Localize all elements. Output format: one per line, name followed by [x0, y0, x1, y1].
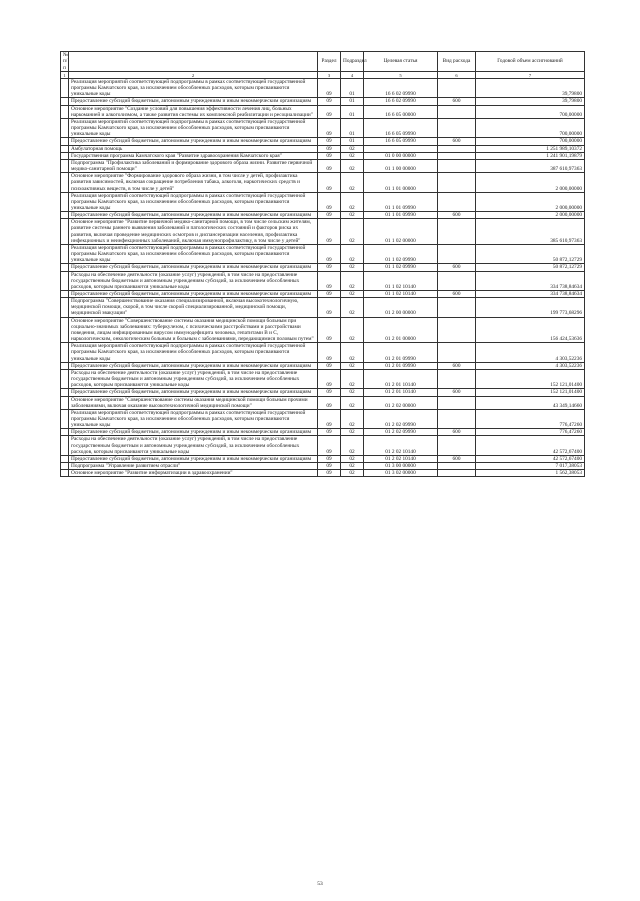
table-row [61, 219, 585, 245]
row-number-cell [61, 396, 69, 409]
row-target-article-cell: 01 2 02 00000 [364, 396, 438, 409]
table-row [61, 105, 585, 118]
row-section-cell: 09 [318, 436, 341, 455]
row-amount-cell: 39,79800 [476, 98, 585, 105]
row-number-cell [61, 298, 69, 317]
row-section-cell: 09 [318, 470, 341, 477]
row-section-cell: 09 [318, 159, 341, 172]
column-number: 7 [476, 72, 585, 79]
row-amount-cell: 700,00000 [476, 105, 585, 118]
row-target-article-cell: 16 6 05 09990 [364, 138, 438, 145]
row-number-cell [61, 463, 69, 470]
row-section-cell: 09 [318, 298, 341, 317]
row-target-article-cell: 01 0 00 00000 [364, 152, 438, 159]
row-number-cell [61, 271, 69, 290]
row-number-cell [61, 409, 69, 428]
row-amount-cell: 2 000,00000 [476, 173, 585, 192]
row-subsection-cell: 01 [341, 79, 364, 98]
row-subsection-cell: 02 [341, 343, 364, 362]
table-row [61, 409, 585, 428]
row-expense-type-cell [438, 343, 476, 362]
row-number-cell [61, 389, 69, 396]
row-section-cell: 09 [318, 409, 341, 428]
row-subsection-cell: 01 [341, 98, 364, 105]
row-name-cell: Предоставление субсидий бюджетным, автономным учреждениям и иным некоммерческим организациям [69, 291, 318, 298]
row-target-article-cell: 16 6 02 09990 [364, 98, 438, 105]
row-expense-type-cell: 600 [438, 362, 476, 369]
row-number-cell [61, 212, 69, 219]
row-amount-cell: 4 303,52236 [476, 343, 585, 362]
row-subsection-cell: 02 [341, 212, 364, 219]
row-amount-cell: 700,00000 [476, 138, 585, 145]
row-number-cell [61, 105, 69, 118]
row-subsection-cell: 02 [341, 192, 364, 211]
row-section-cell: 09 [318, 291, 341, 298]
row-expense-type-cell [438, 145, 476, 152]
table-row [61, 192, 585, 211]
row-name-cell: Предоставление субсидий бюджетным, автономным учреждениям и иным некоммерческим организациям [69, 212, 318, 219]
row-target-article-cell: 01 2 01 09990 [364, 362, 438, 369]
row-expense-type-cell [438, 369, 476, 388]
table-row [61, 79, 585, 98]
row-name-cell: Предоставление субсидий бюджетным, автономным учреждениям и иным некоммерческим организациям [69, 362, 318, 369]
row-number-cell [61, 369, 69, 388]
row-subsection-cell: 02 [341, 271, 364, 290]
row-section-cell: 09 [318, 343, 341, 362]
row-subsection-cell: 01 [341, 138, 364, 145]
row-section-cell: 09 [318, 244, 341, 263]
row-name-cell: Подпрограмма "Профилактика заболеваний и формирование здорового образа жизни. Развитие первичной медико-санитарной помощи" [69, 159, 318, 172]
row-target-article-cell: 01 2 01 10140 [364, 389, 438, 396]
table-row [61, 159, 585, 172]
column-number: 5 [364, 72, 438, 79]
row-amount-cell: 1 241 901,19879 [476, 152, 585, 159]
row-target-article-cell: 01 1 02 00000 [364, 219, 438, 245]
table-row [61, 98, 585, 105]
column-number: 3 [318, 72, 341, 79]
header-expense-type: Вид расхода [438, 52, 476, 72]
row-subsection-cell: 01 [341, 118, 364, 137]
row-section-cell: 09 [318, 105, 341, 118]
table-row [61, 173, 585, 192]
table-row [61, 244, 585, 263]
table-row [61, 145, 585, 152]
row-expense-type-cell [438, 463, 476, 470]
row-subsection-cell: 02 [341, 145, 364, 152]
row-target-article-cell: 01 2 02 10140 [364, 436, 438, 455]
row-name-cell: Расходы на обеспечение деятельности (оказание услуг) учреждений, в том числе на предоставление государственным бюджетным и автономным учреждениям субсидий, за исключением обособленных расходов, которым присваиваются уникальные коды [69, 271, 318, 290]
row-target-article-cell: 01 3 02 00000 [364, 470, 438, 477]
row-subsection-cell: 02 [341, 264, 364, 271]
row-name-cell: Расходы на обеспечение деятельности (оказание услуг) учреждений, в том числе на предоставление государственным бюджетным и автономным учреждениям субсидий, за исключением обособленных расходов, которым присваиваются уникальные коды [69, 436, 318, 455]
row-amount-cell: 700,00000 [476, 118, 585, 137]
row-section-cell: 09 [318, 138, 341, 145]
row-expense-type-cell: 600 [438, 138, 476, 145]
row-expense-type-cell: 600 [438, 455, 476, 462]
row-number-cell [61, 219, 69, 245]
row-subsection-cell: 02 [341, 409, 364, 428]
row-name-cell: Основное мероприятие "Формирование здорового образа жизни, в том числе у детей, профилактика развития зависимостей, включая сокращение потребления табака, алкоголя, наркотических средств и психоактивных веществ, в том числе у детей" [69, 173, 318, 192]
row-section-cell: 09 [318, 79, 341, 98]
row-number-cell [61, 343, 69, 362]
row-section-cell: 09 [318, 455, 341, 462]
table-row [61, 138, 585, 145]
row-amount-cell: 385 610,97363 [476, 219, 585, 245]
row-expense-type-cell [438, 79, 476, 98]
row-subsection-cell: 02 [341, 362, 364, 369]
row-section-cell: 09 [318, 219, 341, 245]
table-row [61, 271, 585, 290]
row-name-cell: Предоставление субсидий бюджетным, автономным учреждениям и иным некоммерческим организациям [69, 98, 318, 105]
row-expense-type-cell [438, 173, 476, 192]
row-amount-cell: 334 738,84634 [476, 291, 585, 298]
row-target-article-cell: 01 2 01 09990 [364, 343, 438, 362]
row-subsection-cell: 02 [341, 389, 364, 396]
row-name-cell: Подпрограмма "Управление развитием отрасли" [69, 463, 318, 470]
row-section-cell: 09 [318, 369, 341, 388]
page-number: 53 [317, 881, 323, 887]
row-target-article-cell: 16 6 05 09990 [364, 118, 438, 137]
row-subsection-cell: 02 [341, 173, 364, 192]
row-section-cell: 09 [318, 152, 341, 159]
row-expense-type-cell [438, 192, 476, 211]
table-row [61, 389, 585, 396]
row-amount-cell: 199 773,68296 [476, 298, 585, 317]
row-amount-cell: 1 562,38053 [476, 470, 585, 477]
table-row [61, 470, 585, 477]
row-amount-cell: 50 872,12729 [476, 244, 585, 263]
table-header-row [61, 52, 585, 72]
row-section-cell: 09 [318, 264, 341, 271]
row-name-cell: Предоставление субсидий бюджетным, автономным учреждениям и иным некоммерческим организациям [69, 429, 318, 436]
row-number-cell [61, 173, 69, 192]
row-name-cell: Основное мероприятие "Развитие первичной медико-санитарной помощи, в том числе сельским жителям, развитие системы раннего выявления заболеваний и патологических состояний и факторов риска их развития, включая проведение медицинских осмотров и диспансеризации населения, профилактика инфекционных и неинфекционных заболеваний, включая иммунопрофилактику, в том числе у детей" [69, 219, 318, 245]
row-name-cell: Реализация мероприятий соответствующей подпрограммы в рамках соответствующей государственной программы Камчатского края, за исключением обособленных расходов, которым присваиваются уникальные коды [69, 343, 318, 362]
row-name-cell: Расходы на обеспечение деятельности (оказание услуг) учреждений, в том числе на предоставление государственным бюджетным и автономным учреждениям субсидий, за исключением обособленных расходов, которым присваиваются уникальные коды [69, 369, 318, 388]
row-subsection-cell: 02 [341, 317, 364, 343]
row-number-cell [61, 436, 69, 455]
row-name-cell: Основное мероприятие "Совершенствование системы оказания медицинской помощи больным прочими заболеваниями, включая оказание высокотехнологичной медицинской помощи" [69, 396, 318, 409]
row-expense-type-cell [438, 152, 476, 159]
row-section-cell: 09 [318, 98, 341, 105]
header-target-article: Целевая статья [364, 52, 438, 72]
row-target-article-cell: 01 1 01 00000 [364, 173, 438, 192]
row-subsection-cell: 02 [341, 298, 364, 317]
row-subsection-cell: 02 [341, 244, 364, 263]
row-section-cell: 09 [318, 463, 341, 470]
table-row [61, 264, 585, 271]
row-amount-cell: 1 251 989,10372 [476, 145, 585, 152]
table-row [61, 362, 585, 369]
row-section-cell: 09 [318, 271, 341, 290]
table-row [61, 291, 585, 298]
column-number: 4 [341, 72, 364, 79]
row-expense-type-cell [438, 118, 476, 137]
row-number-cell [61, 244, 69, 263]
header-name [69, 52, 318, 72]
budget-table [60, 51, 585, 477]
row-expense-type-cell [438, 298, 476, 317]
row-name-cell: Предоставление субсидий бюджетным, автономным учреждениям и иным некоммерческим организациям [69, 455, 318, 462]
table-row [61, 152, 585, 159]
row-target-article-cell: 01 1 01 09990 [364, 192, 438, 211]
row-amount-cell: 776,47260 [476, 429, 585, 436]
row-name-cell: Реализация мероприятий соответствующей подпрограммы в рамках соответствующей государственной программы Камчатского края, за исключением обособленных расходов, которым присваиваются уникальные коды [69, 409, 318, 428]
row-target-article-cell: 01 1 02 09990 [364, 244, 438, 263]
row-name-cell: Предоставление субсидий бюджетным, автономным учреждениям и иным некоммерческим организациям [69, 389, 318, 396]
row-subsection-cell: 02 [341, 470, 364, 477]
row-name-cell: Государственная программа Камчатского края "Развитие здравоохранения Камчатского края" [69, 152, 318, 159]
row-amount-cell: 156 424,53636 [476, 317, 585, 343]
row-amount-cell: 152 121,01400 [476, 369, 585, 388]
row-section-cell: 09 [318, 192, 341, 211]
row-expense-type-cell [438, 219, 476, 245]
row-name-cell: Предоставление субсидий бюджетным, автономным учреждениям и иным некоммерческим организациям [69, 264, 318, 271]
row-subsection-cell: 01 [341, 105, 364, 118]
row-subsection-cell: 02 [341, 455, 364, 462]
row-expense-type-cell [438, 105, 476, 118]
row-number-cell [61, 429, 69, 436]
row-expense-type-cell [438, 436, 476, 455]
row-amount-cell: 42 572,67400 [476, 436, 585, 455]
table-row [61, 317, 585, 343]
row-target-article-cell: 01 2 01 00000 [364, 317, 438, 343]
row-target-article-cell: 01 2 02 09990 [364, 409, 438, 428]
row-expense-type-cell [438, 317, 476, 343]
row-subsection-cell: 02 [341, 159, 364, 172]
row-target-article-cell: 01 2 01 10140 [364, 369, 438, 388]
table-row [61, 369, 585, 388]
row-section-cell: 09 [318, 429, 341, 436]
row-expense-type-cell: 600 [438, 212, 476, 219]
row-section-cell: 09 [318, 396, 341, 409]
table-row [61, 118, 585, 137]
row-expense-type-cell: 600 [438, 291, 476, 298]
row-target-article-cell: 01 2 02 10140 [364, 455, 438, 462]
row-expense-type-cell: 600 [438, 264, 476, 271]
row-target-article-cell: 01 1 02 09990 [364, 264, 438, 271]
row-number-cell [61, 264, 69, 271]
row-target-article-cell: 16 6 05 00000 [364, 105, 438, 118]
row-subsection-cell: 02 [341, 369, 364, 388]
row-expense-type-cell: 600 [438, 389, 476, 396]
header-subsection: Подраздел [341, 52, 364, 72]
row-amount-cell: 152 121,01400 [476, 389, 585, 396]
row-expense-type-cell [438, 159, 476, 172]
row-amount-cell: 42 572,67400 [476, 455, 585, 462]
row-target-article-cell: 01 3 00 00000 [364, 463, 438, 470]
row-expense-type-cell: 600 [438, 429, 476, 436]
row-number-cell [61, 138, 69, 145]
row-target-article-cell [364, 145, 438, 152]
row-expense-type-cell: 600 [438, 98, 476, 105]
row-amount-cell: 4 303,52236 [476, 362, 585, 369]
table-row [61, 343, 585, 362]
row-section-cell: 09 [318, 173, 341, 192]
table-row [61, 436, 585, 455]
row-name-cell: Реализация мероприятий соответствующей подпрограммы в рамках соответствующей государственной программы Камчатского края, за исключением обособленных расходов, которым присваиваются уникальные коды [69, 192, 318, 211]
row-subsection-cell: 02 [341, 219, 364, 245]
row-section-cell: 09 [318, 389, 341, 396]
row-name-cell: Предоставление субсидий бюджетным, автономным учреждениям и иным некоммерческим организациям [69, 138, 318, 145]
row-subsection-cell: 02 [341, 463, 364, 470]
row-number-cell [61, 152, 69, 159]
header-number: № п/п [61, 52, 69, 72]
row-name-cell: Реализация мероприятий соответствующей подпрограммы в рамках соответствующей государственной программы Камчатского края, за исключением обособленных расходов, которым присваиваются уникальные коды [69, 244, 318, 263]
row-expense-type-cell [438, 244, 476, 263]
row-subsection-cell: 02 [341, 396, 364, 409]
header-section: Раздел [318, 52, 341, 72]
row-name-cell: Основное мероприятие "Развитие информатизации в здравоохранении" [69, 470, 318, 477]
row-section-cell: 09 [318, 145, 341, 152]
column-number: 1 [61, 72, 69, 79]
row-section-cell: 09 [318, 212, 341, 219]
table-row [61, 212, 585, 219]
row-amount-cell: 7 017,38053 [476, 463, 585, 470]
row-name-cell: Подпрограмма "Совершенствование оказания специализированной, включая высокотехнологичную, медицинской помощи, скорой, в том числе скорой специализированной, медицинской помощи, медицинской эвакуации" [69, 298, 318, 317]
row-section-cell: 09 [318, 362, 341, 369]
row-number-cell [61, 159, 69, 172]
row-name-cell: Реализация мероприятий соответствующей подпрограммы в рамках соответствующей государственной программы Камчатского края, за исключением обособленных расходов, которым присваиваются уникальные коды [69, 79, 318, 98]
row-subsection-cell: 02 [341, 152, 364, 159]
row-number-cell [61, 118, 69, 137]
row-number-cell [61, 470, 69, 477]
header-annual-amount: Годовой объем ассигнований [476, 52, 585, 72]
row-target-article-cell: 01 1 02 10140 [364, 291, 438, 298]
row-target-article-cell: 16 6 02 09990 [364, 79, 438, 98]
row-target-article-cell: 01 1 02 10140 [364, 271, 438, 290]
row-expense-type-cell [438, 271, 476, 290]
row-number-cell [61, 291, 69, 298]
row-target-article-cell: 01 2 02 09990 [364, 429, 438, 436]
row-number-cell [61, 98, 69, 105]
row-amount-cell: 387 610,97363 [476, 159, 585, 172]
row-section-cell: 09 [318, 317, 341, 343]
row-expense-type-cell [438, 396, 476, 409]
row-name-cell: Амбулаторная помощь [69, 145, 318, 152]
table-row [61, 298, 585, 317]
row-expense-type-cell [438, 470, 476, 477]
row-expense-type-cell [438, 409, 476, 428]
row-amount-cell: 43 349,14660 [476, 396, 585, 409]
row-number-cell [61, 79, 69, 98]
row-subsection-cell: 02 [341, 436, 364, 455]
row-amount-cell: 776,47260 [476, 409, 585, 428]
row-name-cell: Основное мероприятие "Совершенствование системы оказания медицинской помощи больным при социально-значимых заболеваниях: туберкулезом, с психическими расстройствами и расстройствами поведения, лицам инфицированным вирусом иммунодефицита человека, гепатитами В и С, наркологическим, онкологическим больным и больным с заболеваниями, передающимися половым путем" [69, 317, 318, 343]
row-target-article-cell: 01 2 00 00000 [364, 298, 438, 317]
row-number-cell [61, 192, 69, 211]
row-amount-cell: 334 738,84634 [476, 271, 585, 290]
table-row [61, 396, 585, 409]
row-amount-cell: 39,79800 [476, 79, 585, 98]
table-row [61, 463, 585, 470]
row-target-article-cell: 01 1 01 09990 [364, 212, 438, 219]
row-section-cell: 09 [318, 118, 341, 137]
row-target-article-cell: 01 1 00 00000 [364, 159, 438, 172]
row-subsection-cell: 02 [341, 429, 364, 436]
row-number-cell [61, 455, 69, 462]
column-number: 2 [69, 72, 318, 79]
row-number-cell [61, 145, 69, 152]
column-number: 6 [438, 72, 476, 79]
row-amount-cell: 2 000,00000 [476, 192, 585, 211]
table-row [61, 429, 585, 436]
table-row [61, 455, 585, 462]
row-number-cell [61, 362, 69, 369]
column-numbering-row [61, 72, 585, 79]
row-name-cell: Основное мероприятие "Создание условий для повышения эффективности лечения лиц, больных наркоманией и алкоголизмом, а также развития системы их комплексной реабилитации и ресоциализации" [69, 105, 318, 118]
row-name-cell: Реализация мероприятий соответствующей подпрограммы в рамках соответствующей государственной программы Камчатского края, за исключением обособленных расходов, которым присваиваются уникальные коды [69, 118, 318, 137]
row-amount-cell: 2 000,00000 [476, 212, 585, 219]
row-amount-cell: 50 872,12729 [476, 264, 585, 271]
row-subsection-cell: 02 [341, 291, 364, 298]
row-number-cell [61, 317, 69, 343]
